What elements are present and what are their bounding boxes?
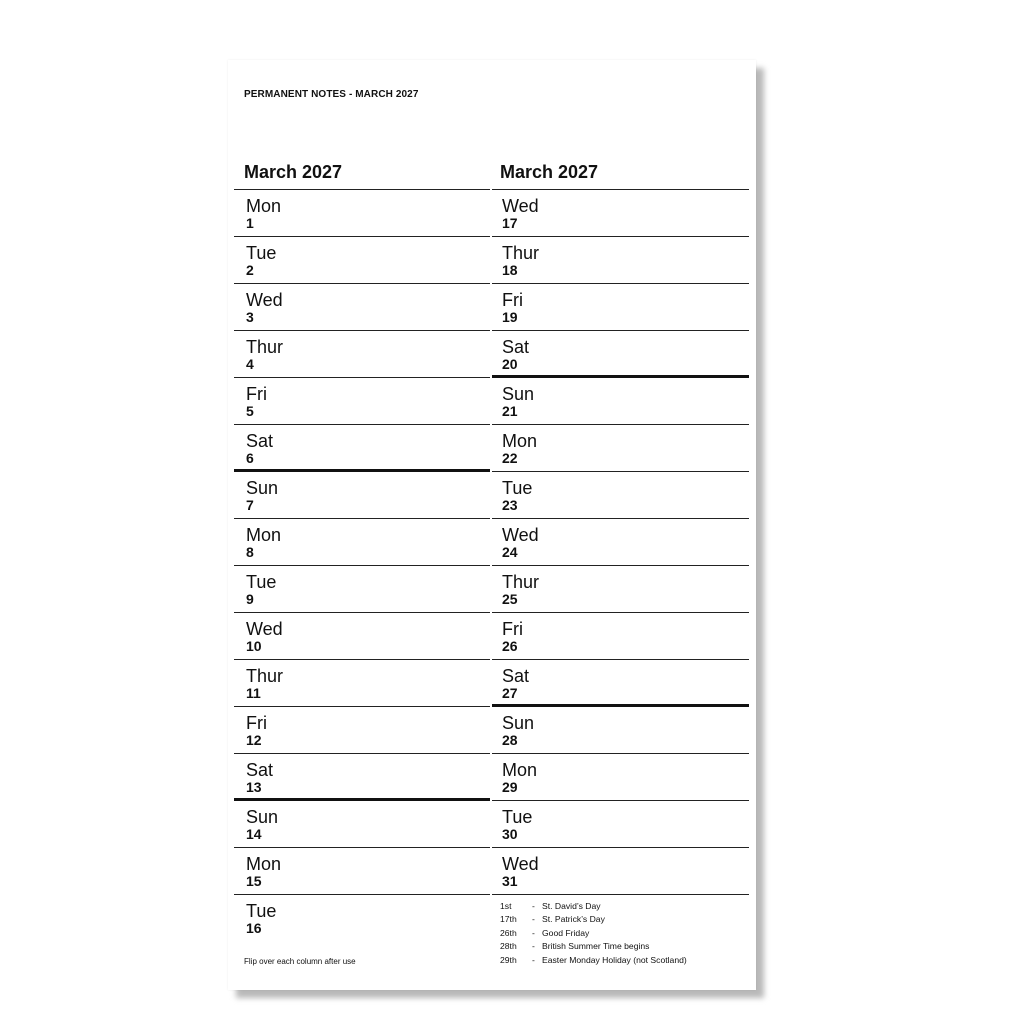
day-name: Fri xyxy=(502,290,523,310)
day-number: 13 xyxy=(246,779,262,795)
day-name: Wed xyxy=(502,525,539,545)
day-name: Fri xyxy=(246,713,267,733)
holiday-label: St. Patrick’s Day xyxy=(542,914,605,925)
day-number: 14 xyxy=(246,826,262,842)
day-number: 30 xyxy=(502,826,518,842)
day-row xyxy=(492,331,749,378)
day-name: Thur xyxy=(246,666,284,686)
day-number: 3 xyxy=(246,309,254,325)
day-number: 29 xyxy=(502,779,518,795)
day-name: Mon xyxy=(246,525,282,545)
day-number: 23 xyxy=(502,497,518,513)
holiday-item xyxy=(500,913,687,926)
holiday-date: 17th xyxy=(500,914,517,925)
day-name: Thur xyxy=(246,337,284,357)
holiday-label: Easter Monday Holiday (not Scotland) xyxy=(542,954,687,965)
day-row xyxy=(492,237,749,284)
day-name: Sat xyxy=(246,431,274,451)
day-row xyxy=(234,284,490,331)
day-number: 7 xyxy=(246,497,254,513)
day-name: Tue xyxy=(502,478,533,498)
holiday-label: British Summer Time begins xyxy=(542,941,650,952)
day-number: 1 xyxy=(246,215,254,231)
holiday-separator: - xyxy=(532,914,535,925)
day-row xyxy=(492,472,749,519)
holiday-date: 26th xyxy=(500,927,517,938)
day-name: Tue xyxy=(502,807,533,827)
day-row xyxy=(492,848,749,895)
day-number: 4 xyxy=(246,356,254,372)
day-number: 28 xyxy=(502,732,518,748)
day-number: 17 xyxy=(502,215,518,231)
page-title: PERMANENT NOTES - MARCH 2027 xyxy=(244,89,419,100)
footer-note: Flip over each column after use xyxy=(244,957,356,966)
day-number: 2 xyxy=(246,262,254,278)
right-column-heading: March 2027 xyxy=(492,160,749,190)
day-name: Wed xyxy=(246,290,283,310)
day-number: 27 xyxy=(502,685,518,701)
day-name: Sun xyxy=(502,713,535,733)
day-number: 20 xyxy=(502,356,518,372)
day-row xyxy=(492,378,749,425)
day-name: Mon xyxy=(246,854,282,874)
day-name: Mon xyxy=(246,196,282,216)
right-day-column xyxy=(492,160,749,895)
day-row xyxy=(234,801,490,848)
day-row xyxy=(234,660,490,707)
day-row xyxy=(492,566,749,613)
day-number: 24 xyxy=(502,544,518,560)
day-number: 21 xyxy=(502,403,518,419)
day-name: Sun xyxy=(246,478,279,498)
day-row xyxy=(234,378,490,425)
holiday-item xyxy=(500,940,687,953)
holiday-separator: - xyxy=(532,941,535,952)
day-name: Tue xyxy=(246,901,277,921)
day-number: 26 xyxy=(502,638,518,654)
holiday-date: 29th xyxy=(500,954,517,965)
holiday-separator: - xyxy=(532,901,535,911)
day-row xyxy=(234,895,490,941)
day-number: 11 xyxy=(246,685,261,701)
day-name: Wed xyxy=(246,619,283,639)
day-number: 10 xyxy=(246,638,262,654)
day-row xyxy=(492,660,749,707)
day-name: Mon xyxy=(502,431,538,451)
day-name: Thur xyxy=(502,243,540,263)
day-row xyxy=(492,519,749,566)
day-row xyxy=(234,190,490,237)
day-row xyxy=(492,707,749,754)
day-number: 19 xyxy=(502,309,518,325)
day-row xyxy=(492,613,749,660)
left-column-heading: March 2027 xyxy=(234,160,490,190)
day-name: Mon xyxy=(502,760,538,780)
day-row xyxy=(492,754,749,801)
calendar-page xyxy=(228,60,756,990)
day-row xyxy=(234,754,490,801)
day-row xyxy=(234,848,490,895)
holiday-item xyxy=(500,927,687,940)
day-name: Wed xyxy=(502,196,539,216)
day-row xyxy=(492,425,749,472)
holiday-list xyxy=(500,900,687,967)
day-name: Tue xyxy=(246,572,277,592)
day-name: Sat xyxy=(246,760,274,780)
day-name: Thur xyxy=(502,572,540,592)
day-number: 15 xyxy=(246,873,262,889)
holiday-item xyxy=(500,954,687,967)
day-number: 12 xyxy=(246,732,262,748)
day-name: Sat xyxy=(502,337,530,357)
day-number: 8 xyxy=(246,544,254,560)
day-row xyxy=(492,284,749,331)
day-name: Tue xyxy=(246,243,277,263)
day-row xyxy=(234,707,490,754)
day-row xyxy=(234,331,490,378)
day-number: 18 xyxy=(502,262,518,278)
day-name: Sat xyxy=(502,666,530,686)
day-name: Sun xyxy=(502,384,535,404)
day-name: Fri xyxy=(502,619,523,639)
left-day-column xyxy=(234,160,490,941)
day-row xyxy=(492,190,749,237)
day-row xyxy=(234,519,490,566)
day-number: 22 xyxy=(502,450,518,466)
day-number: 6 xyxy=(246,450,254,466)
day-name: Fri xyxy=(246,384,267,404)
day-number: 9 xyxy=(246,591,254,607)
holiday-date: 1st xyxy=(500,901,512,911)
day-number: 5 xyxy=(246,403,254,419)
holiday-separator: - xyxy=(532,954,535,965)
day-row xyxy=(234,472,490,519)
holiday-separator: - xyxy=(532,927,535,938)
day-row xyxy=(234,613,490,660)
day-name: Wed xyxy=(502,854,539,874)
day-number: 25 xyxy=(502,591,518,607)
holiday-label: Good Friday xyxy=(542,927,590,938)
day-row xyxy=(234,566,490,613)
holiday-label: St. David’s Day xyxy=(542,901,601,911)
day-name: Sun xyxy=(246,807,279,827)
day-row xyxy=(234,425,490,472)
day-row xyxy=(492,801,749,848)
holiday-item xyxy=(500,900,687,913)
day-number: 31 xyxy=(502,873,518,889)
holiday-date: 28th xyxy=(500,941,517,952)
day-number: 16 xyxy=(246,920,262,936)
day-row xyxy=(234,237,490,284)
